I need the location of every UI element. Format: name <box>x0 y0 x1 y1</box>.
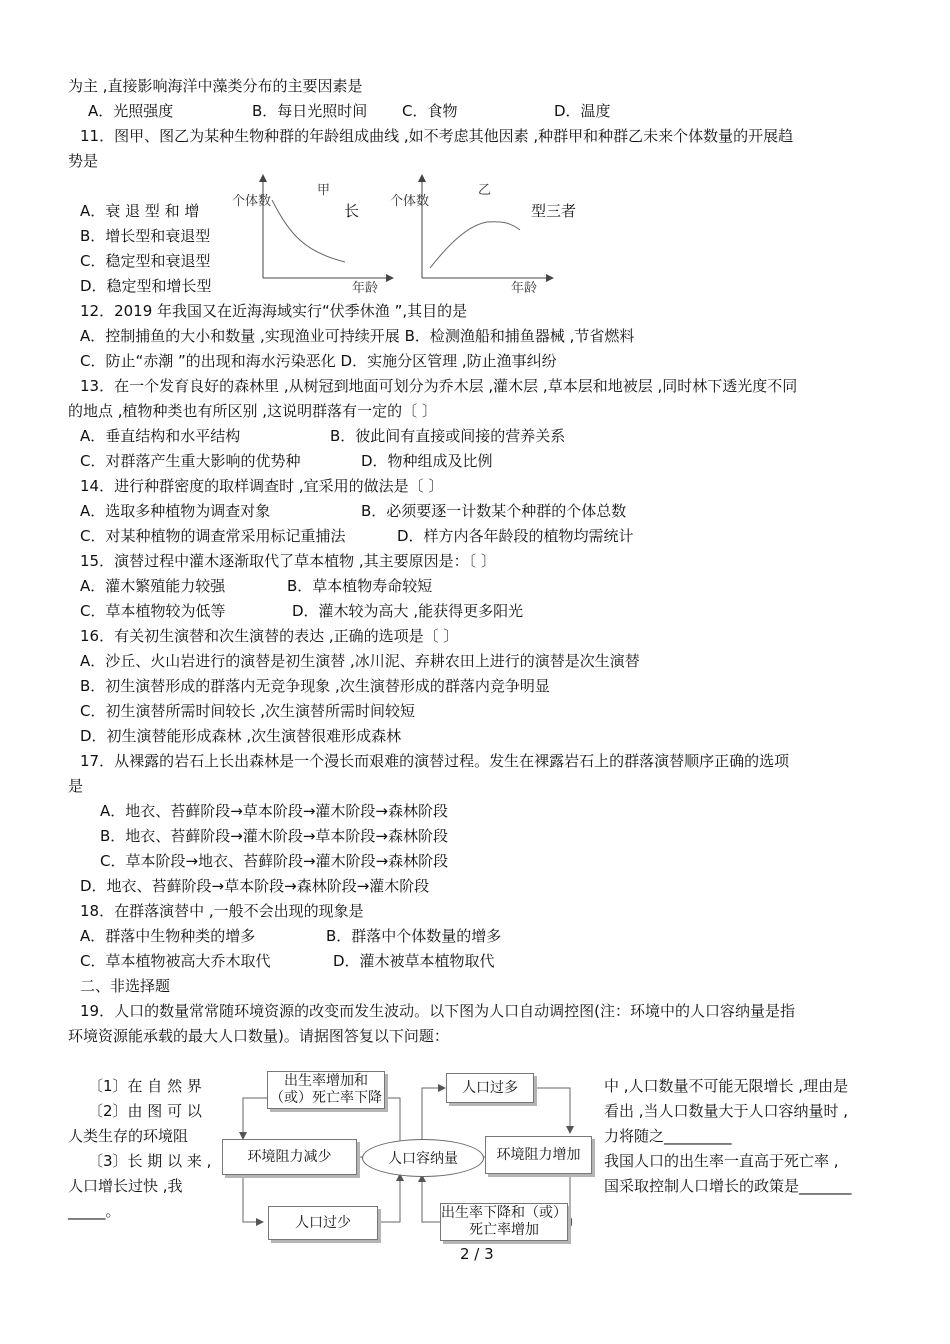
text-line: A．灌木繁殖能力较强 <box>80 577 226 595</box>
text-line: 看出 ,当人口数量大于人口容纳量时 , <box>604 1102 849 1120</box>
text-line: 中 ,人口数量不可能无限增长 ,理由是 <box>604 1077 849 1095</box>
text-line: D．灌木较为高大 ,能获得更多阳光 <box>292 602 524 620</box>
text-line: B．必须要逐一计数某个种群的个体总数 <box>361 502 627 520</box>
box-pop-low <box>268 1206 378 1240</box>
box-resist-down <box>222 1139 357 1175</box>
text-line: A．控制捕鱼的大小和数量 ,实现渔业可持续开展 B．检测渔船和捕鱼器械 ,节省燃料 <box>80 327 635 345</box>
box-resist-up <box>485 1136 592 1174</box>
text-line: 力将随之_________ <box>604 1127 732 1145</box>
text-line: A．沙丘、火山岩进行的演替是初生演替 ,冰川泥、弃耕农田上进行的演替是次生演替 <box>80 652 640 670</box>
text-line: 18．在群落演替中 ,一般不会出现的现象是 <box>80 902 364 920</box>
text-line: 11．图甲、图乙为某种生物种群的年龄组成曲线 ,如不考虑其他因素 ,种群甲和种群乙未来个体数量的开展趋 <box>80 127 794 145</box>
box-birth-up <box>267 1071 385 1109</box>
text-line: C．食物 <box>402 102 458 120</box>
graph-jia <box>232 178 390 296</box>
text-line: D．地衣、苔藓阶段→草本阶段→森林阶段→灌木阶段 <box>80 877 430 895</box>
text-line: C．防止“赤潮 ”的出现和海水污染恶化 D．实施分区管理 ,防止渔事纠纷 <box>80 352 557 370</box>
text-line: 长 <box>344 202 360 220</box>
box-birth-down-label: 出生率下降和（或）死亡率增加 <box>441 1205 567 1238</box>
text-line: A．衰 退 型 和 增 <box>80 202 200 220</box>
graph-jia-ylabel: 个体数 <box>232 194 272 209</box>
graph-jia-xlabel: 年龄 <box>352 281 379 296</box>
text-line: B．增长型和衰退型 <box>80 227 211 245</box>
text-line: 的地点 ,植物种类也有所区别 ,这说明群落有一定的〔 〕 <box>68 402 437 420</box>
text-line: A．选取多种植物为调查对象 <box>80 502 271 520</box>
text-line: 〔2〕由 图 可 以 <box>88 1102 202 1120</box>
ellipse-capacity <box>362 1139 484 1177</box>
text-line: 国采取控制人口增长的政策是_______ <box>604 1177 852 1195</box>
graph-yi-xlabel: 年龄 <box>511 281 538 296</box>
box-pop-low-label: 人口过少 <box>295 1214 351 1231</box>
text-line: 型三者 <box>531 202 577 220</box>
text-line: A．群落中生物种类的增多 <box>80 927 256 945</box>
text-line: 我国人口的出生率一直高于死亡率 , <box>604 1152 839 1170</box>
box-pop-high-label: 人口过多 <box>462 1079 518 1096</box>
text-line: D．稳定型和增长型 <box>80 277 212 295</box>
text-line: B．彼此间有直接或间接的营养关系 <box>330 427 566 445</box>
text-line: 势是 <box>68 152 99 170</box>
text-line: 15．演替过程中灌木逐渐取代了草本植物 ,其主要原因是：〔 〕 <box>80 552 496 570</box>
text-line: D．初生演替能形成森林 ,次生演替很难形成森林 <box>80 727 402 745</box>
text-line: 人口增长过快 ,我 <box>68 1177 183 1195</box>
box-resist-down-label: 环境阻力减少 <box>247 1148 332 1165</box>
text-line: C．对群落产生重大影响的优势种 <box>80 452 301 470</box>
text-line: 13．在一个发育良好的森林里 ,从树冠到地面可划分为乔木层 ,灌木层 ,草本层和地被层 ,同时林下透光度不同 <box>80 377 798 395</box>
text-line: 19．人口的数量常常随环境资源的改变而发生波动。以下图为人口自动调控图(注：环境中的人口容纳量是指 <box>80 1002 795 1020</box>
graph-yi-title: 乙 <box>478 183 492 198</box>
text-line: 14．进行种群密度的取样调查时 ,宜采用的做法是〔 〕 <box>80 477 444 495</box>
text-line: D．物种组成及比例 <box>361 452 493 470</box>
text-line: 17．从裸露的岩石上长出森林是一个漫长而艰难的演替过程。发生在裸露岩石上的群落演替顺序正确的选项 <box>80 752 790 770</box>
box-pop-high <box>446 1073 534 1103</box>
text-line: D．灌木被草本植物取代 <box>333 952 495 970</box>
text-line: 16．有关初生演替和次生演替的表达 ,正确的选项是〔 〕 <box>80 627 459 645</box>
ellipse-capacity-label: 人口容纳量 <box>388 1151 458 1167</box>
graph-jia-title: 甲 <box>317 183 331 198</box>
text-line: 12．2019 年我国又在近海海域实行“伏季休渔 ”,其目的是 <box>80 302 468 320</box>
graph-yi <box>390 178 550 296</box>
text-line: C．稳定型和衰退型 <box>80 252 211 270</box>
graph-yi-ylabel: 个体数 <box>390 194 430 209</box>
text-line: C．草本阶段→地衣、苔藓阶段→灌木阶段→森林阶段 <box>100 852 449 870</box>
text-line: B．群落中个体数量的增多 <box>326 927 502 945</box>
text-line: A．垂直结构和水平结构 <box>80 427 241 445</box>
text-line: 2 / 3 <box>460 1245 494 1263</box>
box-resist-up-label: 环境阻力增加 <box>496 1146 581 1163</box>
text-line: 人类生存的环境阻 <box>68 1127 189 1145</box>
box-birth-up-label: 出生率增加和（或）死亡率下降 <box>270 1073 382 1106</box>
text-line: D．温度 <box>554 102 611 120</box>
text-line: C．草本植物较为低等 <box>80 602 226 620</box>
box-birth-down <box>440 1203 568 1241</box>
text-line: B．草本植物寿命较短 <box>287 577 433 595</box>
text-line: B．每日光照时间 <box>252 102 368 120</box>
text-line: 环境资源能承载的最大人口数量)。请据图答复以下问题： <box>68 1027 449 1045</box>
text-line: A．地衣、苔藓阶段→草本阶段→灌木阶段→森林阶段 <box>100 802 448 820</box>
text-line: D．样方内各年龄段的植物均需统计 <box>397 527 634 545</box>
text-line: 〔3〕长 期 以 来 , <box>88 1152 212 1170</box>
text-line: C．草本植物被高大乔木取代 <box>80 952 271 970</box>
text-line: B．初生演替形成的群落内无竞争现象 ,次生演替形成的群落内竞争明显 <box>80 677 550 695</box>
text-line: A．光照强度 <box>88 102 174 120</box>
graph-yi-curve <box>430 222 520 268</box>
text-line: 是 <box>68 777 84 795</box>
graph-jia-curve <box>272 200 345 262</box>
text-line: 为主 ,直接影响海洋中藻类分布的主要因素是 <box>68 77 363 95</box>
text-line: C．对某种植物的调查常采用标记重捕法 <box>80 527 346 545</box>
text-line: C．初生演替所需时间较长 ,次生演替所需时间较短 <box>80 702 416 720</box>
text-line: B．地衣、苔藓阶段→灌木阶段→草本阶段→森林阶段 <box>100 827 448 845</box>
text-line: _____。 <box>68 1202 121 1220</box>
text-line: 〔1〕在 自 然 界 <box>88 1077 202 1095</box>
text-line: 二、非选择题 <box>80 977 171 995</box>
